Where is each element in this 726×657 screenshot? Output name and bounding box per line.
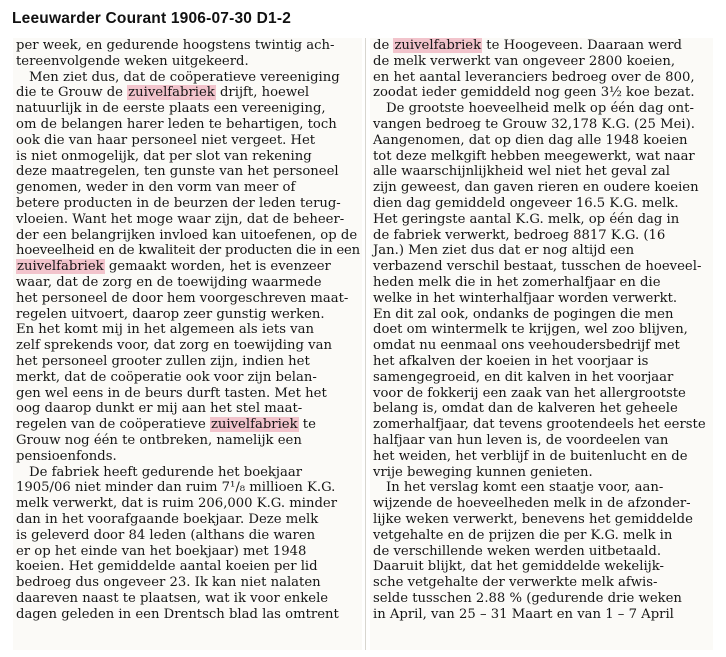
text-run: Daaruit blijkt, dat het gemiddelde wekelijk-: [373, 559, 664, 575]
text-line: [370, 133, 713, 149]
text-run: is geleverd door 84 leden (althans die waren: [16, 527, 316, 543]
text-run: bedroeg dus ongeveer 23. Ik kan niet nalaten: [16, 575, 321, 591]
text-line: [370, 196, 713, 212]
text-run: merkt, dat de coöperatie ook voor zijn belan-: [16, 369, 317, 385]
text-line: [370, 512, 713, 528]
text-run: der een belangrijken invloed kan uitoefenen, op de: [16, 227, 358, 243]
text-line: [13, 370, 362, 386]
text-run: het personeel grooter zullen zijn, indien het: [16, 353, 310, 369]
text-run: selde tusschen 2.88 % (gedurende drie weken: [373, 590, 682, 606]
text-line: [370, 101, 713, 117]
text-line: [13, 101, 362, 117]
text-run: die te Grouw de: [16, 85, 128, 101]
text-run: Het geringste aantal K.G. melk, op één dag in: [373, 211, 680, 227]
text-run: er op het einde van het boekjaar) met 1948: [16, 543, 307, 559]
text-run: daareven naast te plaatsen, wat ik voor enkele: [16, 590, 329, 606]
text-line: [370, 228, 713, 244]
highlighted-search-term: zuivelfabriek: [128, 85, 215, 101]
text-line: [13, 228, 362, 244]
text-run: samengegroeid, en dit kalven in het voorjaar: [373, 369, 674, 385]
text-line: [13, 117, 362, 133]
text-run: pensioenfonds.: [16, 448, 117, 464]
text-run: regelen van de coöperatieve: [16, 417, 210, 433]
text-line: [13, 544, 362, 560]
text-line: [13, 575, 362, 591]
text-line: [13, 307, 362, 323]
text-run: te: [298, 417, 316, 433]
text-line: [370, 54, 713, 70]
text-run: zoodat ieder gemiddeld nog geen 3½ koe bezat.: [373, 85, 695, 101]
text-run: In het verslag komt een staatje voor, aan-: [386, 480, 664, 496]
text-line: [370, 180, 713, 196]
text-line: [13, 322, 362, 338]
text-line: [370, 386, 713, 402]
text-run: dagen geleden in een Drentsch blad las omtrent: [16, 606, 339, 622]
text-line: [370, 480, 713, 496]
text-run: natuurlijk in de eerste plaats een vereeniging,: [16, 101, 326, 117]
text-run: vrije beweging kunnen genieten.: [373, 464, 593, 480]
text-line: [370, 544, 713, 560]
text-line: [370, 528, 713, 544]
text-run: zijn geweest, dan gaven rieren en oudere koeien: [373, 180, 699, 196]
text-run: koeien. Het gemiddelde aantal koeien per lid: [16, 559, 318, 575]
text-line: [370, 259, 713, 275]
text-line: [13, 149, 362, 165]
text-run: de melk verwerkt van ongeveer 2800 koeien,: [373, 53, 676, 69]
text-line: [13, 164, 362, 180]
text-line: [13, 354, 362, 370]
text-line: [13, 465, 362, 481]
article-column-left: [13, 38, 362, 650]
text-run: hoeveelheid en de kwaliteit der producten die in een: [16, 243, 360, 259]
text-run: Jan.) Men ziet dus dat er nog altijd een: [373, 243, 635, 259]
text-run: genomen, weder in den vorm van meer of: [16, 180, 296, 196]
text-line: [370, 85, 713, 101]
text-line: [13, 275, 362, 291]
text-run: per week, en gedurende hoogstens twintig ach-: [16, 38, 335, 53]
text-line: [13, 433, 362, 449]
text-line: [370, 401, 713, 417]
text-run: gen wel eens in de beurs durft tasten. Met het: [16, 385, 327, 401]
text-line: [13, 449, 362, 465]
text-run: te Hoogeveen. Daaraan werd: [482, 38, 682, 53]
text-run: de: [373, 38, 394, 53]
text-run: 1905/06 niet minder dan ruim 7¹/₈ millioen K.G.: [16, 480, 336, 496]
text-run: tot deze melkgift hebben meegewerkt, wat naar: [373, 148, 695, 164]
text-line: [370, 149, 713, 165]
text-run: gemaakt worden, het is evenzeer: [104, 259, 331, 275]
text-line: [370, 70, 713, 86]
text-line: [370, 370, 713, 386]
text-run: vangen bedroeg te Grouw 32,178 K.G. (25 Mei).: [373, 116, 695, 132]
text-line: [13, 528, 362, 544]
text-run: de verschillende weken werden uitbetaald.: [373, 543, 662, 559]
text-run: in April, van 25 – 31 Maart en van 1 – 7 April: [373, 606, 674, 622]
text-line: [13, 180, 362, 196]
text-line: [370, 575, 713, 591]
column-divider: [365, 38, 366, 650]
text-line: [370, 559, 713, 575]
text-line: [13, 496, 362, 512]
text-run: vloeien. Want het moge waar zijn, dat de beheer-: [16, 211, 345, 227]
text-run: om de belangen harer leden te behartigen, toch: [16, 116, 337, 132]
text-run: betere producten in de beurzen der leden terug-: [16, 195, 341, 211]
text-run: waar, dat de zorg en de toewijding waarmede: [16, 274, 322, 290]
text-line: [13, 291, 362, 307]
text-line: [370, 449, 713, 465]
text-run: tereenvolgende weken uitgekeerd.: [16, 53, 249, 69]
text-run: drijft, hoewel: [215, 85, 310, 101]
text-run: ook die van haar personeel niet vergeet. Het: [16, 132, 316, 148]
text-line: [13, 417, 362, 433]
text-line: [370, 607, 713, 623]
text-run: Grouw nog één te ontbreken, namelijk een: [16, 432, 302, 448]
text-run: melk verwerkt, dat is ruim 206,000 K.G. minder: [16, 496, 338, 512]
text-line: [13, 54, 362, 70]
text-run: zomerhalfjaar, dat tevens grootendeels het eerste: [373, 417, 706, 433]
text-line: [13, 480, 362, 496]
text-line: [370, 164, 713, 180]
text-line: [370, 212, 713, 228]
text-line: [13, 212, 362, 228]
text-line: [370, 465, 713, 481]
text-run: deze maatregelen, ten gunste van het personeel: [16, 164, 339, 180]
text-run: alle waarschijnlijkheid wel niet het geval zal: [373, 164, 671, 180]
text-line: [13, 85, 362, 101]
text-run: En dit zal ook, ondanks de pogingen die men: [373, 306, 674, 322]
text-run: welke in het winterhalfjaar worden verwerkt.: [373, 290, 678, 306]
newspaper-header: [12, 10, 291, 28]
text-run: sche vetgehalte der verwerkte melk afwis-: [373, 575, 658, 591]
text-run: wijzende de hoeveelheden melk in de afzonder-: [373, 496, 691, 512]
text-run: omdat nu eenmaal ons veehoudersbedrijf met: [373, 338, 680, 354]
text-line: [13, 338, 362, 354]
article-column-right: [370, 38, 713, 650]
text-line: [370, 338, 713, 354]
header-title: Leeuwarder Courant 1906-07-30 D1-2: [12, 10, 292, 27]
text-line: [13, 38, 362, 54]
text-line: [370, 354, 713, 370]
text-run: dien dag gemiddeld ongeveer 16.5 K.G. melk.: [373, 195, 679, 211]
text-run: heden melk die in het zomerhalfjaar en die: [373, 274, 661, 290]
text-line: [370, 117, 713, 133]
text-run: En het komt mij in het algemeen als iets van: [16, 322, 314, 338]
text-run: dan in het voorafgaande boekjaar. Deze melk: [16, 511, 319, 527]
text-line: [370, 417, 713, 433]
text-run: voor de fokkerij een zaak van het allergrootste: [373, 385, 686, 401]
text-line: [13, 386, 362, 402]
text-line: [13, 607, 362, 623]
text-run: het personeel de door hem voorgeschreven maat-: [16, 290, 349, 306]
text-line: [13, 70, 362, 86]
text-run: belang is, omdat dan de kalveren het geheele: [373, 401, 678, 417]
highlighted-search-term: zuivelfabriek: [394, 38, 482, 53]
text-run: vetgehalte en de prijzen die per K.G. melk in: [373, 527, 673, 543]
text-run: lijke weken verwerkt, benevens het gemiddelde: [373, 511, 693, 527]
text-line: [370, 307, 713, 323]
text-run: de fabriek verwerkt, bedroeg 8817 K.G. (16: [373, 227, 666, 243]
text-line: [13, 259, 362, 275]
text-line: [370, 433, 713, 449]
text-run: regelen uitvoert, daarop zeer gunstig werken.: [16, 306, 325, 322]
text-line: [370, 322, 713, 338]
text-line: [13, 133, 362, 149]
text-run: verbazend verschil bestaat, tusschen de hoeveel-: [373, 259, 702, 275]
text-line: [370, 38, 713, 54]
highlighted-search-term: zuivelfabriek: [17, 259, 104, 275]
text-run: De grootste hoeveelheid melk op één dag ont-: [386, 101, 694, 117]
text-run: Aangenomen, dat op dien dag alle 1948 koeien: [373, 132, 688, 148]
text-line: [13, 196, 362, 212]
text-run: en het aantal leveranciers bedroeg over de 800,: [373, 69, 695, 85]
text-line: [370, 591, 713, 607]
text-run: zelf sprekends voor, dat zorg en toewijding van: [16, 338, 332, 354]
text-line: [370, 275, 713, 291]
text-run: het afkalven der koeien in het voorjaar is: [373, 353, 649, 369]
text-line: [13, 401, 362, 417]
text-line: [370, 291, 713, 307]
text-line: [13, 243, 362, 259]
text-run: oog daarop dunkt er mij aan het stel maat-: [16, 401, 303, 417]
text-run: doet om wintermelk te krijgen, wel zoo blijven,: [373, 322, 688, 338]
text-run: halfjaar van hun leven is, de voordeelen van: [373, 432, 669, 448]
text-run: De fabriek heeft gedurende het boekjaar: [29, 464, 303, 480]
highlighted-search-term: zuivelfabriek: [210, 417, 298, 433]
text-line: [13, 559, 362, 575]
text-line: [370, 243, 713, 259]
text-line: [13, 512, 362, 528]
text-line: [370, 496, 713, 512]
text-run: Men ziet dus, dat de coöperatieve vereeniging: [29, 69, 340, 85]
text-run: het weiden, het verblijf in de buitenlucht en de: [373, 448, 688, 464]
text-line: [13, 591, 362, 607]
text-run: is niet onmogelijk, dat per slot van rekening: [16, 148, 312, 164]
